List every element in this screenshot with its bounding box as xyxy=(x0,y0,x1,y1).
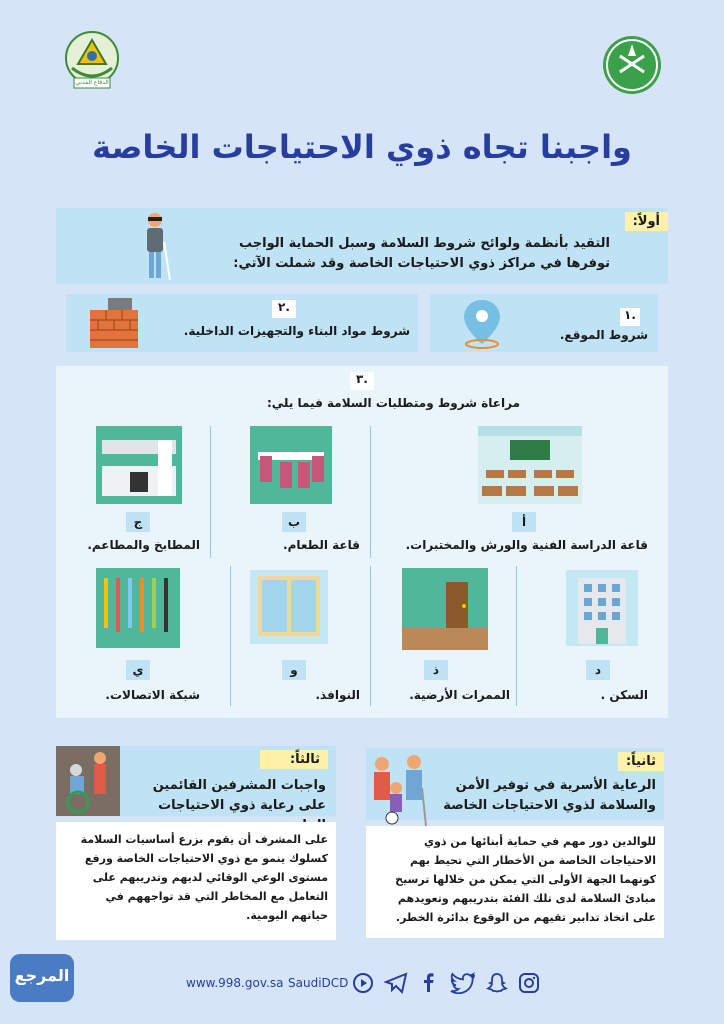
civil-defense-logo-text: الدفاع المدني xyxy=(75,79,109,86)
cell-w-label: النوافذ. xyxy=(315,688,360,702)
cell-d-label: السكن . xyxy=(600,688,648,702)
item2-label: شروط مواد البناء والتجهيزات الداخلية. xyxy=(183,324,410,338)
section3-tag: ثالثاً: xyxy=(260,750,328,769)
cell-y-label: شبكة الاتصالات. xyxy=(105,688,200,702)
telegram-icon[interactable] xyxy=(384,972,408,998)
watermark-logo xyxy=(8,948,76,1006)
cell-dh-label: الممرات الأرضية. xyxy=(409,688,510,702)
section2-heading: الرعاية الأسرية في توفير الأمن والسلامة لذوي الاحتياجات الخاصة xyxy=(443,778,656,813)
blind-person-icon xyxy=(138,212,172,286)
corridor-door-icon xyxy=(402,568,488,654)
ministry-of-interior-logo xyxy=(598,34,666,96)
item1-number: ١. xyxy=(620,308,640,326)
section1-text: التقيد بأنظمة ولوائح شروط السلامة وسبل الحماية الواجب توفرها في مراكز ذوي الاحتياجات الخاصة وقد شملت الآتي: xyxy=(233,236,610,271)
civil-defense-logo xyxy=(58,28,126,92)
cell-a-label: قاعة الدراسة الفنية والورش والمختبرات. xyxy=(405,538,648,552)
watermark-text: المرجع xyxy=(14,966,70,985)
item3-number: ٣. xyxy=(350,372,374,390)
item3-label: مراعاة شروط ومتطلبات السلامة فيما يلي: xyxy=(266,396,520,410)
kitchen-icon xyxy=(96,426,182,508)
cell-b-label: قاعة الطعام. xyxy=(283,538,360,552)
family-icon xyxy=(366,748,434,832)
brick-wall-icon xyxy=(86,296,142,354)
handle-text: SaudiDCD xyxy=(288,976,349,990)
facebook-icon[interactable] xyxy=(420,972,436,998)
website-link[interactable]: www.998.gov.sa xyxy=(186,976,284,990)
cell-dh-letter: ذ xyxy=(424,660,448,680)
item1-label: شروط الموقع. xyxy=(559,328,648,342)
youtube-icon[interactable] xyxy=(352,972,374,998)
section3-heading: واجبات المشرفين القائمين على رعاية ذوي الاحتياجات xyxy=(152,778,326,813)
cell-w-letter: و xyxy=(282,660,306,680)
location-pin-icon xyxy=(460,298,504,354)
residential-building-icon xyxy=(566,570,638,650)
item2-number: ٢. xyxy=(272,300,296,318)
twitter-icon[interactable] xyxy=(448,972,476,998)
section3-body: على المشرف أن يقوم بزرع أساسيات السلامة كسلوك ينمو مع ذوي الاحتياجات الخاصة ورفع مستوى الوعي الوقائي لديهم وتدريبهم على التعامل مع المخاطر التي قد تواجههم في حياتهم اليومية. xyxy=(80,833,328,922)
snapchat-icon[interactable] xyxy=(486,972,508,998)
cell-a-letter: أ xyxy=(512,512,536,532)
cell-y-letter: ي xyxy=(126,660,150,680)
instagram-icon[interactable] xyxy=(518,972,540,998)
page-title: واجبنا تجاه ذوي الاحتياجات الخاصة xyxy=(92,128,632,166)
section2-body: للوالدين دور مهم في حماية أبنائها من ذوي الاحتياجات الخاصة من الأخطار التي تحيط بهم كونهما الجهة الأولى التي يمكن من خلالها ترسيخ مبادئ السلامة لدى تلك الفئة بتدريبهم وتعويدهم على اتخاذ تدابير تقيهم من الوقوع بدائرة الخطر. xyxy=(395,835,656,924)
window-icon xyxy=(250,570,328,648)
cell-c-label: المطابخ والمطاعم. xyxy=(87,538,200,552)
caregiver-wheelchair-icon xyxy=(56,746,120,820)
classroom-icon xyxy=(478,426,582,508)
section2-tag: ثانياً: xyxy=(618,752,664,771)
cell-d-letter: د xyxy=(586,660,610,680)
cell-c-letter: ج xyxy=(126,512,150,532)
dining-table-icon xyxy=(250,426,332,508)
cell-b-letter: ب xyxy=(282,512,306,532)
section1-tag: أولاً: xyxy=(625,212,668,231)
network-cables-icon xyxy=(96,568,180,652)
